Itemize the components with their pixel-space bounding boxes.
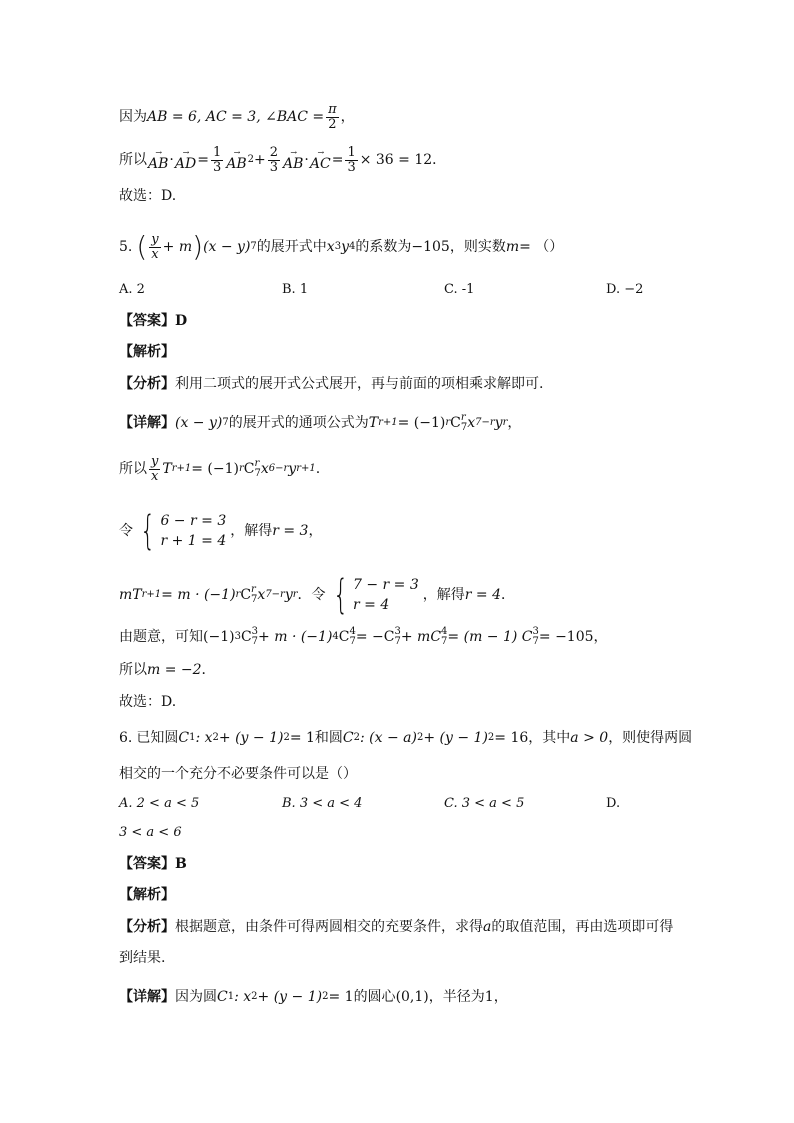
math: 1: [484, 989, 494, 1005]
text: 因为圆: [175, 989, 217, 1005]
math: + mC: [400, 629, 442, 645]
math: r = 4: [464, 587, 502, 603]
option-d[interactable]: D. −2: [606, 282, 644, 297]
math: x: [257, 587, 266, 603]
text: +: [254, 152, 266, 169]
option-c[interactable]: C. 3 < a < 5: [444, 796, 525, 811]
text: =: [331, 152, 344, 169]
fraction: $\frac{1}{3}$: [212, 145, 222, 175]
question-6-continued: 相交的一个充分不必要条件可以是（）: [119, 766, 357, 782]
detail-line-1: 【详解】 因为圆 C 1 : x 2 + (y − 1) 2 = 1 的圆心 (0,1) ，半径为 1 ，: [119, 989, 508, 1005]
text: ．令: [297, 587, 326, 603]
option-a[interactable]: A. 2: [119, 282, 145, 297]
math: C: [240, 587, 252, 603]
text: 令: [119, 523, 133, 539]
combination-indices: 3 7: [394, 626, 401, 647]
math: r = 3: [272, 523, 309, 539]
text: ，: [593, 629, 608, 645]
detail-line-5: 由题意，可知 (−1) 3 C 3 7 + m · (−1) 4 C 4 7 = −C 3 7 + mC 4 7 = (m − 1) C 3 7 = −105 ，: [119, 626, 608, 647]
section-tag: 【详解】: [119, 989, 175, 1005]
line-answer-choice: 故选：D.: [119, 694, 177, 710]
math: C: [178, 730, 190, 746]
detail-line-4: mT r+1 = m · (−1) r C r 7 x 7−r y r ．令 { 7 − r = 3 r = 4 ，解得 r = 4 ．: [119, 572, 516, 618]
text: × 36 = 12: [359, 152, 433, 169]
option-a[interactable]: A. 2 < a < 5: [119, 796, 200, 811]
text: 由题意，可知: [119, 629, 203, 645]
section-tag: 【分析】: [119, 919, 175, 935]
math: : x: [195, 730, 213, 746]
text: 根据题意，由条件可得两圆相交的充要条件，求得: [175, 919, 483, 935]
line-dot-product: 所以 → AB · → AD = $\frac{1}{3}$ → AB 2 + $\frac{2}{3}$ → AB · → AC = $\frac{1}{3}$ × 36 = 12 ．: [119, 145, 447, 175]
math: T: [368, 415, 379, 431]
math: C: [240, 629, 252, 645]
math: = −105: [538, 629, 594, 645]
math: = 1: [289, 730, 315, 746]
line-answer-choice: 故选：D.: [119, 188, 177, 204]
text: 所以: [119, 461, 147, 478]
text: 的展开式中: [256, 239, 327, 256]
option-d-value[interactable]: 3 < a < 6: [119, 825, 182, 840]
math: a > 0: [570, 730, 609, 746]
detail-line-3: [119, 508, 694, 554]
math: m: [505, 239, 520, 256]
detail-line-2: 所以 $\frac{y}{x}$ T r+1 = (−1) r C r 7 x 6−r y r+1 .: [119, 454, 321, 484]
analysis-summary: [119, 377, 694, 391]
math: C: [450, 415, 461, 431]
fraction: $\frac{\pi}{2}$: [328, 102, 337, 132]
answer-label: 【答案】B: [119, 856, 187, 872]
text: ，则实数: [449, 239, 506, 256]
vector-ab: → AB: [226, 148, 247, 173]
math: a: [483, 919, 492, 935]
fraction: $\frac{y}{x}$: [151, 232, 159, 262]
text: ，解得: [422, 587, 465, 603]
math: + (y − 1): [423, 730, 488, 746]
paren-close: ): [192, 230, 204, 264]
text: 的取值范围，再由选项即可得: [491, 919, 674, 935]
math: T: [162, 461, 172, 478]
option-b[interactable]: B. 1: [282, 282, 309, 297]
equation-system: { 6 − r = 3 r + 1 = 4: [140, 508, 227, 554]
combination-indices: 4 7: [441, 626, 448, 647]
text: 的展开式的通项公式为: [228, 415, 369, 431]
text: ．: [501, 587, 516, 603]
vector-ab: → AB: [283, 148, 304, 173]
math: y: [288, 461, 297, 478]
text: ，: [493, 989, 508, 1005]
combination-indices: 3 7: [532, 626, 539, 647]
option-d[interactable]: D.: [606, 796, 621, 811]
line-given: [119, 103, 694, 131]
text: ，: [507, 415, 522, 431]
question-number: 5.: [119, 239, 133, 256]
combination-indices: r 7: [254, 458, 261, 480]
math: C: [338, 629, 350, 645]
analysis-label: 【解析】: [119, 344, 175, 360]
math: (x − y): [203, 239, 251, 256]
text: .: [315, 461, 321, 478]
analysis-summary-continued: 到结果.: [119, 950, 166, 966]
math: x: [260, 461, 269, 478]
math: m = −2: [147, 662, 202, 678]
math: y: [341, 239, 349, 256]
math: AB = 6, AC = 3, ∠BAC =: [147, 109, 325, 126]
math: x: [326, 239, 335, 256]
vector-ac: → AC: [309, 148, 331, 173]
text: ．: [432, 152, 447, 169]
text: ，半径为: [428, 989, 485, 1005]
text: 利用二项式的展开式公式展开，再与前面的项相乘求解即可.: [175, 376, 544, 392]
math: (0,1): [395, 989, 429, 1005]
math: = (−1): [191, 461, 239, 478]
math: = (−1): [397, 415, 446, 431]
math: (x − y): [175, 415, 223, 431]
text: 已知圆: [136, 730, 179, 746]
combination-indices: 4 7: [349, 626, 356, 647]
text: = （）: [519, 239, 564, 256]
text: =: [197, 152, 209, 169]
math: = (m − 1) C: [447, 629, 533, 645]
option-b[interactable]: B. 3 < a < 4: [282, 796, 363, 811]
math: : x: [234, 989, 252, 1005]
text: ，: [308, 523, 323, 539]
text: ，解得: [230, 523, 273, 539]
detail-line-1: 【详解】 (x − y) 7 的展开式的通项公式为 T r+1 = (−1) r C r 7 x 7−r y r ，: [119, 412, 522, 433]
analysis-label: 【解析】: [119, 887, 175, 903]
text: ，则使得两圆: [608, 730, 693, 746]
option-c[interactable]: C. -1: [444, 282, 475, 297]
combination-indices: r 7: [460, 412, 468, 433]
math: = −C: [355, 629, 395, 645]
text: 和圆: [314, 730, 343, 746]
answer-label: 【答案】D: [119, 313, 188, 329]
math: + (y − 1): [257, 989, 323, 1005]
section-tag: 【分析】: [119, 376, 175, 392]
math: = 16: [494, 730, 529, 746]
text: 所以: [119, 152, 147, 169]
text: ·: [169, 152, 174, 169]
text: ，: [340, 109, 355, 126]
text: ·: [304, 152, 309, 169]
text: 的圆心: [353, 989, 396, 1005]
paren-open: (: [136, 230, 148, 264]
question-5: 5. ( $\frac{y}{x}$ + m ) (x − y) 7 的展开式中 x 3 y 4 的系数为 −105 ，则实数 m = （）: [119, 230, 564, 264]
fraction: $\frac{2}{3}$: [269, 145, 279, 175]
math: C: [243, 461, 255, 478]
text: ．: [201, 662, 216, 678]
text: ，其中: [528, 730, 571, 746]
math: y: [494, 415, 503, 431]
fraction: $\frac{1}{3}$: [347, 145, 356, 175]
detail-line-6: [119, 663, 694, 677]
vector-ab: → AB: [148, 148, 169, 173]
analysis-summary: [119, 920, 694, 934]
math: = 1: [328, 989, 354, 1005]
math: C: [217, 989, 228, 1005]
combination-indices: r 7: [251, 584, 258, 605]
math: (−1): [203, 629, 235, 645]
math: + (y − 1): [218, 730, 284, 746]
text: 的系数为: [355, 239, 412, 256]
text: 所以: [119, 662, 147, 678]
combination-indices: 3 7: [251, 626, 259, 647]
math: + m · (−1): [258, 629, 333, 645]
math: −105: [411, 239, 450, 256]
math: : (x − a): [360, 730, 417, 746]
math: mT: [119, 587, 142, 603]
vector-ad: → AD: [174, 148, 197, 173]
text: 因为: [119, 109, 147, 126]
fraction: $\frac{y}{x}$: [151, 454, 159, 484]
question-6: 6. 已知圆 C 1 : x 2 + (y − 1) 2 = 1 和圆 C 2 : (x − a) 2 + (y − 1) 2 = 16 ，其中 a > 0 ，则使得两圆: [119, 730, 693, 746]
section-tag: 【详解】: [119, 415, 175, 431]
math: = m · (−1): [161, 587, 236, 603]
math: x: [467, 415, 476, 431]
math: C: [342, 730, 354, 746]
equation-system: { 7 − r = 3 r = 4: [332, 572, 419, 618]
math: + m: [162, 239, 193, 256]
math: y: [284, 587, 293, 603]
question-number: 6.: [119, 730, 133, 746]
